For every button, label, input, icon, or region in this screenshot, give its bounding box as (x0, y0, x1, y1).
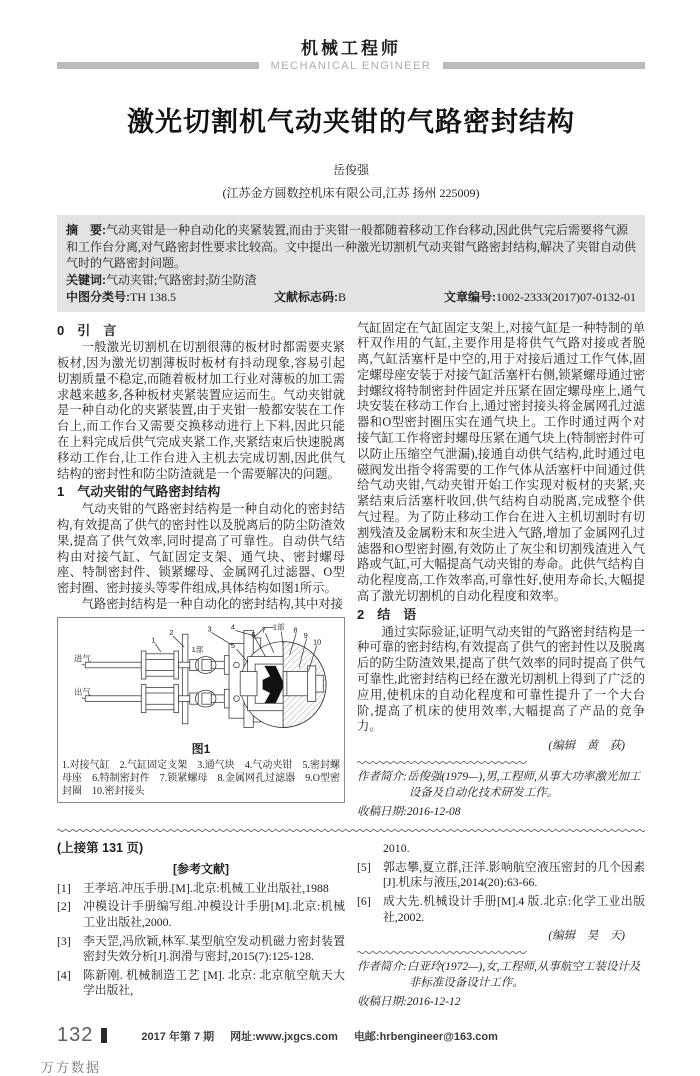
section1-paragraph-2: 气路密封结构是一种自动化的密封结构,其中对接 (81, 597, 343, 612)
reference-text: 成大先.机械设计手册[M].4 版.北京:化学工业出版社,2002. (383, 894, 645, 924)
wavy-divider-full (57, 828, 645, 833)
intro-paragraph: 一般激光切割机在切割很薄的板材时都需要夹紧板材,因为激光切割薄板时板材有抖动现象,容易引起切割质量不稳定,而随着板材加工行业对薄板的加工需求越来越多,各种板材夹紧装置应运而生。气动夹钳就是一种自动化的夹紧装置,由于夹钳一般都安装在工作台上,而工作台又需要交换移动进行上下料,因此只能在上料完成后供气完成夹紧工作,夹紧结束后快速脱离移动工作台,让工作台进入主机去完成切割,因此供气结构的密封性和防尘防渣就是一个需要解决的问题。 (57, 340, 345, 481)
received-date-2: 收稿日期:2016-12-12 (357, 996, 461, 1009)
abstract-label: 摘 要: (66, 223, 106, 237)
figure-label-1: 1 (151, 635, 156, 645)
author-bio-2: 作者简介:白亚玲(1972—),女,工程师,从事航空工装设计及非标准设备设计工作。 (357, 961, 641, 990)
reference-text: 李天罡,冯欣颖,林军.某型航空发动机磁力密封装置密封失效分析[J].润滑与密封,2015(7):125-128. (83, 933, 345, 964)
continued-from-note: (上接第 131 页) (57, 841, 144, 856)
received-date-1: 收稿日期:2016-12-08 (357, 806, 461, 819)
figure-label-3: 3 (207, 624, 212, 634)
article-id-value: 1002-2333(2017)07-0132-01 (496, 290, 636, 304)
figure-caption: 图1 (191, 741, 211, 756)
figure-legend: 1.对接气缸 2.气缸固定支架 3.通气块 4.气动夹钳 5.密封螺母座 6.特制密封件 7.锁紧螺母 8.金属网孔过滤器 9.O型密封圈 10.密封接头 (62, 760, 340, 798)
figure-label-part1-left: 1部 (191, 644, 204, 654)
reference-number: [1] (57, 880, 71, 895)
section1-paragraph: 气动夹钳的气路密封结构是一种自动化的密封结构,有效提高了供气的密封性以及脱离后的防尘防渣效果,提高了供气效率,同时提高了可靠性。自动供气结构由对接气缸、气缸固定支架、通气块、密封螺母座、特制密封件、锁紧螺母、金属网孔过滤器、O型密封圈、密封接头等零件组成,具体结构如图1所示。 (57, 502, 345, 596)
reference-text: 郭志攀,夏立群,汪洋.影响航空液压密封的几个因素[J].机床与液压,2014(20):63-66. (383, 859, 645, 890)
figure-label-7: 7 (261, 625, 266, 635)
reference-item-4-continued: 2010. (383, 841, 410, 856)
conclusion-paragraph: 通过实际验证,证明气动夹钳的气路密封结构是一种可靠的密封结构,有效提高了供气的密封性以及脱离后的防尘防渣效果,提高了供气效率的同时提高了供气可靠性,此密封结构已经在激光切割机上得到了广泛的应用,使机床的自动化程度和可靠性提升了一个大台阶,提高了机床的使用效率,大幅提高了产品的竞争力。 (357, 624, 645, 734)
clc-value: TH 138.5 (130, 290, 176, 304)
figure-label-part1-right: 1部 (272, 622, 285, 632)
body-column-left (57, 321, 345, 821)
author-affiliation: (江苏金方圆数控机床有限公司,江苏 扬州 225009) (222, 186, 480, 200)
reference-item-2 (57, 899, 345, 930)
section-heading-0: 0 引 言 (57, 322, 117, 338)
journal-name-en: MECHANICAL ENGINEER (270, 60, 432, 72)
section1-paragraph-continued: 气缸固定在气缸固定支架上,对接气缸是一种特制的单杆双作用的气缸,主要作用是将供气气路对接或者脱离,气缸活塞杆是中空的,用于对接后通过工作气体,固定螺母座安装于对接气缸活塞杆右侧,锁紧螺母通过密封螺纹将特制密封件固定并压紧在固定螺母座上,通气块安装在移动工作台上,通过密封接头将金属网孔过滤器和O型密封圈压实在通气块上。工作时通过两个对接气缸工作将密封螺母压紧在通气块上(特制密封件可以防止压缩空气泄漏),接通自动供气结构,此时通过电磁阀发出指令将需要的工作气体从活塞杆中间通过供给气动夹钳,气动夹钳开始工作实现对板材的夹紧,夹紧结束后活塞杆收回,供气结构自动脱离,完成整个供气过程。为了防止移动工作台在进入主机切割时有切割残渣及金属粉末和灰尘进入气路,增加了金属网孔过滤器和O型密封圈,有效防止了灰尘和切割残渣进入气路或气缸,可大幅提高气动夹钳的寿命。此供气结构自动化程度高,工作效率高,可靠性好,使用寿命长,大幅提高了激光切割机的自动化程度和效率。 (357, 320, 645, 604)
header-rule-right (443, 62, 645, 69)
doc-code-label: 文献标志码: (274, 290, 338, 304)
reference-item-1 (57, 881, 345, 897)
abstract-meta-row (66, 289, 636, 306)
section-heading-2: 2 结 语 (357, 606, 417, 622)
footer-separator-bar (101, 1028, 107, 1043)
wavy-divider-short-1 (357, 760, 527, 765)
keywords-line (66, 272, 636, 289)
editor-note-2: (编辑 昊 天) (548, 930, 625, 943)
figure-label-6: 6 (251, 629, 256, 639)
continued-column-right (357, 841, 645, 1010)
author-name: 岳俊强 (332, 163, 369, 177)
figure-label-10: 10 (313, 637, 322, 647)
article-id-item (444, 289, 636, 306)
article-title: 激光切割机气动夹钳的气路密封结构 (127, 107, 575, 137)
keywords-label: 关键词: (66, 272, 106, 287)
continued-column-left (57, 841, 345, 1010)
reference-number: [6] (357, 894, 371, 908)
abstract-line (66, 222, 636, 272)
editor-note-1: (编辑 黄 荻) (548, 740, 625, 753)
figure-label-intake: 进气 (74, 653, 91, 664)
reference-number: [5] (357, 859, 371, 874)
keywords-text: 气动夹钳;气路密封;防尘防渣 (106, 272, 257, 287)
footer-issue: 2017 年第 7 期 (141, 1030, 215, 1043)
figure-label-9: 9 (303, 630, 308, 640)
reference-number: [2] (57, 899, 71, 914)
page-footer (57, 1024, 645, 1047)
abstract-box (57, 215, 645, 312)
wanfang-watermark: 万方数据 (41, 1060, 102, 1076)
footer-page-number: 132 (57, 1024, 94, 1047)
footer-website: 网址:www.jxgcs.com (230, 1030, 338, 1043)
figure-label-2: 2 (169, 627, 174, 637)
header-rule-left (57, 62, 259, 69)
figure-label-outlet: 出气 (74, 686, 91, 697)
figure-box (57, 617, 345, 804)
article-id-label: 文章编号: (444, 290, 497, 304)
figure-label-4: 4 (230, 622, 236, 632)
journal-header (57, 34, 645, 72)
body-column-right (357, 321, 645, 821)
journal-page (0, 34, 700, 1076)
reference-text: 冲模设计手册编写组.冲模设计手册[M].北京:机械工业出版社,2000. (83, 899, 345, 929)
wavy-divider-short-2 (357, 950, 527, 955)
reference-item-3 (57, 934, 345, 965)
figure-label-8: 8 (293, 625, 298, 635)
reference-number: [3] (57, 933, 71, 948)
reference-item-6 (357, 894, 645, 925)
reference-item-4 (57, 968, 345, 999)
reference-text: 陈新刚. 机械制造工艺 [M]. 北京: 北京航空航天大学出版社, (83, 967, 345, 998)
journal-name-cn: 机械工程师 (301, 39, 401, 58)
doc-code-item (274, 289, 346, 306)
footer-email: 电邮:hrbengineer@163.com (353, 1030, 498, 1043)
author-bio-1: 作者简介:岳俊强(1979—),男,工程师,从事大功率激光加工设备及自动化技术研发工作。 (357, 771, 641, 800)
clc-label: 中图分类号: (66, 290, 130, 304)
abstract-text: 气动夹钳是一种自动化的夹紧装置,而由于夹钳一般都随着移动工作台移动,因此供气完后需要将气源和工作台分离,对气路密封性要求比较高。文中提出一种激光切割机气动夹钳气路密封结构,解决了夹钳自动供气时的气路密封问题。 (66, 223, 637, 270)
figure-diagram (62, 623, 340, 735)
references-heading: [参考文献] (173, 862, 229, 877)
clc-item (66, 289, 176, 306)
figure-label-5: 5 (230, 641, 236, 651)
reference-item-5 (357, 860, 645, 891)
section-heading-1: 1 气动夹钳的气路密封结构 (57, 484, 221, 500)
doc-code-value: B (338, 290, 347, 304)
reference-text: 王孝培.冲压手册.[M].北京:机械工业出版社,1988 (83, 880, 329, 895)
reference-number: [4] (57, 967, 71, 982)
